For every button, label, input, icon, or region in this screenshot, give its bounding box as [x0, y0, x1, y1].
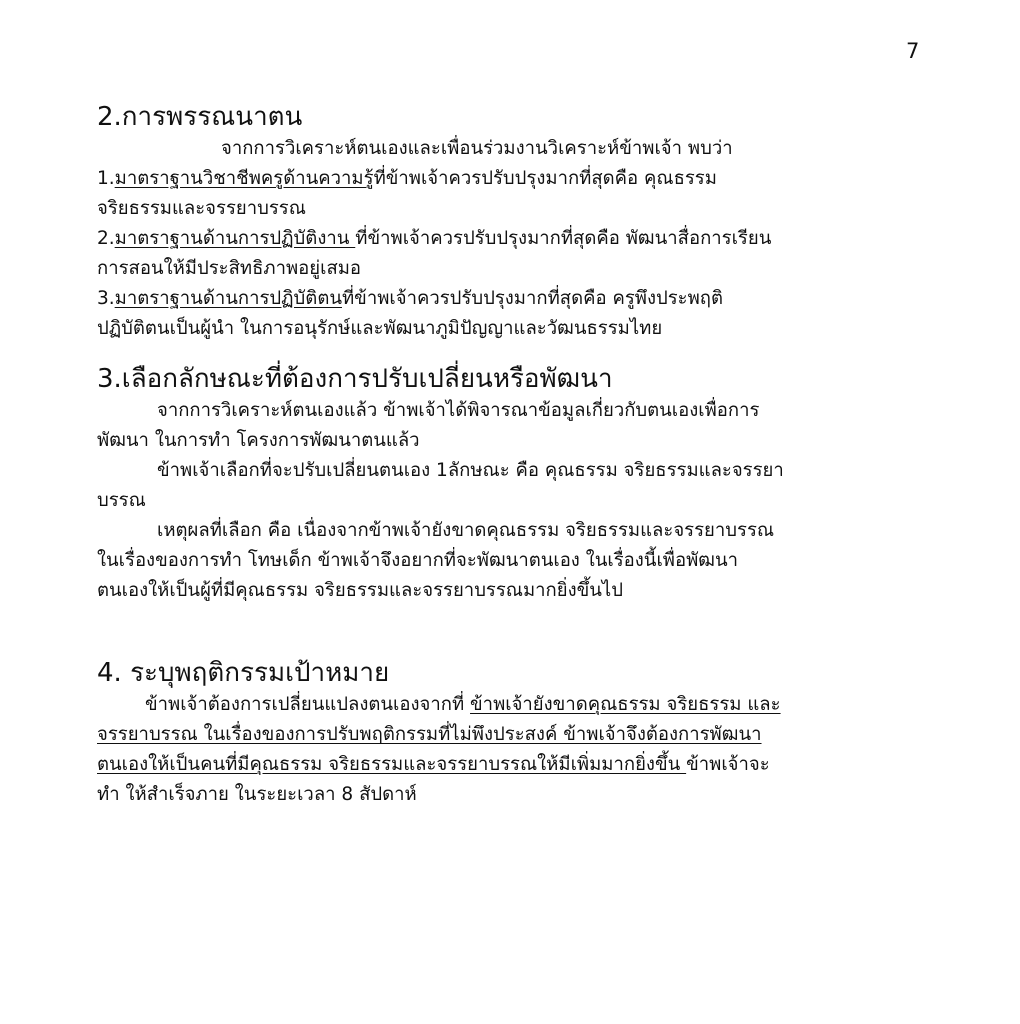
- section-4-heading: 4. ระบุพฤติกรรมเป้าหมาย: [97, 658, 390, 688]
- section-3-paragraph-1-line-1: จากการวิเคราะห์ตนเองแล้ว ข้าพเจ้าได้พิจารณาข้อมูลเกี่ยวกับตนเองเพื่อการ: [157, 400, 760, 421]
- item-1-standard: มาตราฐานวิชาชีพครูด้านความรู้: [114, 168, 374, 189]
- item-1-prefix: 1.: [97, 168, 115, 189]
- section-2-item-2: [97, 224, 927, 254]
- section-4-line-3-underlined: ตนเองให้เป็นคนที่มีคุณธรรม จริยธรรมและจรรยาบรรณให้มีเพิ่มมากยิ่งขึ้น: [97, 754, 687, 775]
- section-3-paragraph-3-line-1: เหตุผลที่เลือก คือ เนื่องจากข้าพเจ้ายังขาดคุณธรรม จริยธรรมและจรรยาบรรณ: [157, 520, 775, 541]
- section-3-paragraph-2-line-1: ข้าพเจ้าเลือกที่จะปรับเปลี่ยนตนเอง 1ลักษณะ คือ คุณธรรม จริยธรรมและจรรยา: [157, 460, 784, 481]
- section-4-line-2-underlined: จรรยาบรรณ ในเรื่องของการปรับพฤติกรรมที่ไม่พึงประสงค์ ข้าพเจ้าจึงต้องการพัฒนา: [97, 724, 762, 745]
- item-3-text: ที่ข้าพเจ้าควรปรับปรุงมากที่สุดคือ ครูพึงประพฤติ: [341, 288, 724, 309]
- section-4-line-1-plain: ข้าพเจ้าต้องการเปลี่ยนแปลงตนเองจากที่: [145, 694, 471, 715]
- section-2-item-3: [97, 284, 927, 314]
- section-4-line-3-plain: ข้าพเจ้าจะ: [686, 754, 770, 775]
- section-3-paragraph-3-line-2: ในเรื่องของการทำ โทษเด็ก ข้าพเจ้าจึงอยากที่จะพัฒนาตนเอง ในเรื่องนี้เพื่อพัฒนา: [97, 550, 739, 571]
- section-2-intro: จากการวิเคราะห์ตนเองและเพื่อนร่วมงานวิเคราะห์ข้าพเจ้า พบว่า: [221, 138, 733, 159]
- section-2-item-3-continuation: ปฏิบัติตนเป็นผู้นำ ในการอนุรักษ์และพัฒนาภูมิปัญญาและวัฒนธรรมไทย: [97, 318, 663, 339]
- item-3-prefix: 3.: [97, 288, 115, 309]
- item-2-text: ที่ข้าพเจ้าควรปรับปรุงมากที่สุดคือ พัฒนาสื่อการเรียน: [355, 228, 772, 249]
- section-2-item-1-continuation: จริยธรรมและจรรยาบรรณ: [97, 198, 306, 219]
- section-3-paragraph-2-line-2: บรรณ: [97, 490, 146, 511]
- section-4-line-4: ทำ ให้สำเร็จภาย ในระยะเวลา 8 สัปดาห์: [97, 784, 417, 805]
- document-body: [97, 100, 927, 810]
- section-4-line-2: [97, 720, 927, 750]
- item-2-standard: มาตราฐานด้านการปฏิบัติงาน: [114, 228, 356, 249]
- section-2-item-1: [97, 164, 927, 194]
- section-4-line-3: [97, 750, 927, 780]
- section-4-line-1: [97, 690, 927, 720]
- section-3-heading: 3.เลือกลักษณะที่ต้องการปรับเปลี่ยนหรือพัฒนา: [97, 364, 613, 394]
- item-3-standard: มาตราฐานด้านการปฏิบัติตน: [114, 288, 342, 309]
- section-4-line-1-underlined: ข้าพเจ้ายังขาดคุณธรรม จริยธรรม และ: [470, 694, 781, 715]
- item-2-prefix: 2.: [97, 228, 115, 249]
- page-number: 7: [906, 39, 920, 63]
- section-3-paragraph-1-line-2: พัฒนา ในการทำ โครงการพัฒนาตนแล้ว: [97, 430, 420, 451]
- item-1-text: ที่ข้าพเจ้าควรปรับปรุงมากที่สุดคือ คุณธรรม: [373, 168, 717, 189]
- section-2-heading: 2.การพรรณนาตน: [97, 102, 303, 132]
- section-3-paragraph-3-line-3: ตนเองให้เป็นผู้ที่มีคุณธรรม จริยธรรมและจรรยาบรรณมากยิ่งขึ้นไป: [97, 580, 623, 601]
- section-2-item-2-continuation: การสอนให้มีประสิทธิภาพอยู่เสมอ: [97, 258, 362, 279]
